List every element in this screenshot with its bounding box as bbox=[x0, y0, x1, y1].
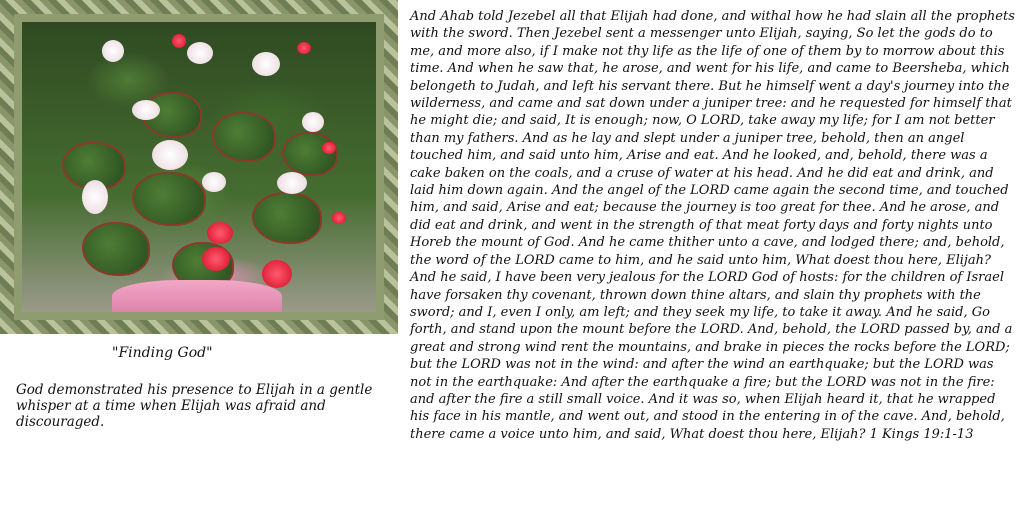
scripture-passage: And Ahab told Jezebel all that Elijah had done, and withal how he had slain all the prophets with the sword. Then Jezebel sent a messenger unto Elijah, saying, So let the gods do to me, and more also, if I make not thy life as the life of one of them by to morrow about this time. And when he saw that, he arose, and went for his life, and came to Beersheba, which belongeth to Judah, and left his servant there. But he himself went a day's journey into the wilderness, and came and sat down under a juniper tree: and he requested for himself that he might die; and said, It is enough; now, O LORD, take away my life; for I am not better than my fathers. And as he lay and slept under a juniper tree, behold, then an angel touched him, and said unto him, Arise and eat. And he looked, and, behold, there was a cake baken on the coals, and a cruse of water at his head. And he did eat and drink, and laid him down again. And the angel of the LORD came again the second time, and touched him, and said, Arise and eat; because the journey is too great for thee. And he arose, and did eat and drink, and went in the strength of that meat forty days and forty nights unto Horeb the mount of God. And he came thither unto a cave, and lodged there; and, behold, the word of the LORD came to him, and he said unto him, What doest thou here, Elijah? And he said, I have been very jealous for the LORD God of hosts: for the children of Israel have forsaken thy covenant, thrown down thine altars, and slain thy prophets with the sword; and I, even I only, am left; and they seek my life, to take it away. And he said, Go forth, and stand upon the mount before the LORD. And, behold, the LORD passed by, and a great and strong wind rent the mountains, and brake in pieces the rocks before the LORD; but the LORD was not in the wind: and after the wind an earthquake; but the LORD was not in the earthquake: And after the earthquake a fire; but the LORD was not in the fire: and after the fire a still small voice. And it was so, when Elijah heard it, that he wrapped his face in his mantle, and went out, and stood in the entering in of the cave. And, behold, there came a voice unto him, and said, What doest thou here, Elijah? 1 Kings 19:1-13 bbox=[410, 9, 1015, 442]
leaf bbox=[282, 132, 338, 176]
red-blossom bbox=[322, 142, 336, 154]
leaf bbox=[212, 112, 276, 162]
begonia-photo bbox=[14, 14, 384, 320]
white-blossom bbox=[277, 172, 307, 194]
white-blossom bbox=[202, 172, 226, 192]
caption-text: God demonstrated his presence to Elijah in a gentle whisper at a time when Elijah was afraid and discouraged. bbox=[16, 382, 373, 430]
white-blossom bbox=[132, 100, 160, 120]
white-blossom bbox=[302, 112, 324, 132]
leaf bbox=[82, 222, 150, 276]
leaf bbox=[132, 172, 206, 226]
white-blossom bbox=[187, 42, 213, 64]
red-blossom bbox=[297, 42, 311, 54]
red-blossom bbox=[172, 34, 186, 48]
white-blossom bbox=[82, 180, 108, 214]
white-blossom bbox=[102, 40, 124, 62]
flower-pot bbox=[112, 280, 282, 320]
red-blossom bbox=[207, 222, 233, 244]
white-blossom bbox=[252, 52, 280, 76]
red-blossom bbox=[332, 212, 346, 224]
red-blossom bbox=[262, 260, 292, 288]
caption-title: "Finding God" bbox=[112, 345, 213, 361]
white-blossom bbox=[152, 140, 188, 170]
begonia-photo-frame bbox=[0, 0, 398, 334]
red-blossom bbox=[202, 247, 230, 271]
leaf bbox=[252, 192, 322, 244]
